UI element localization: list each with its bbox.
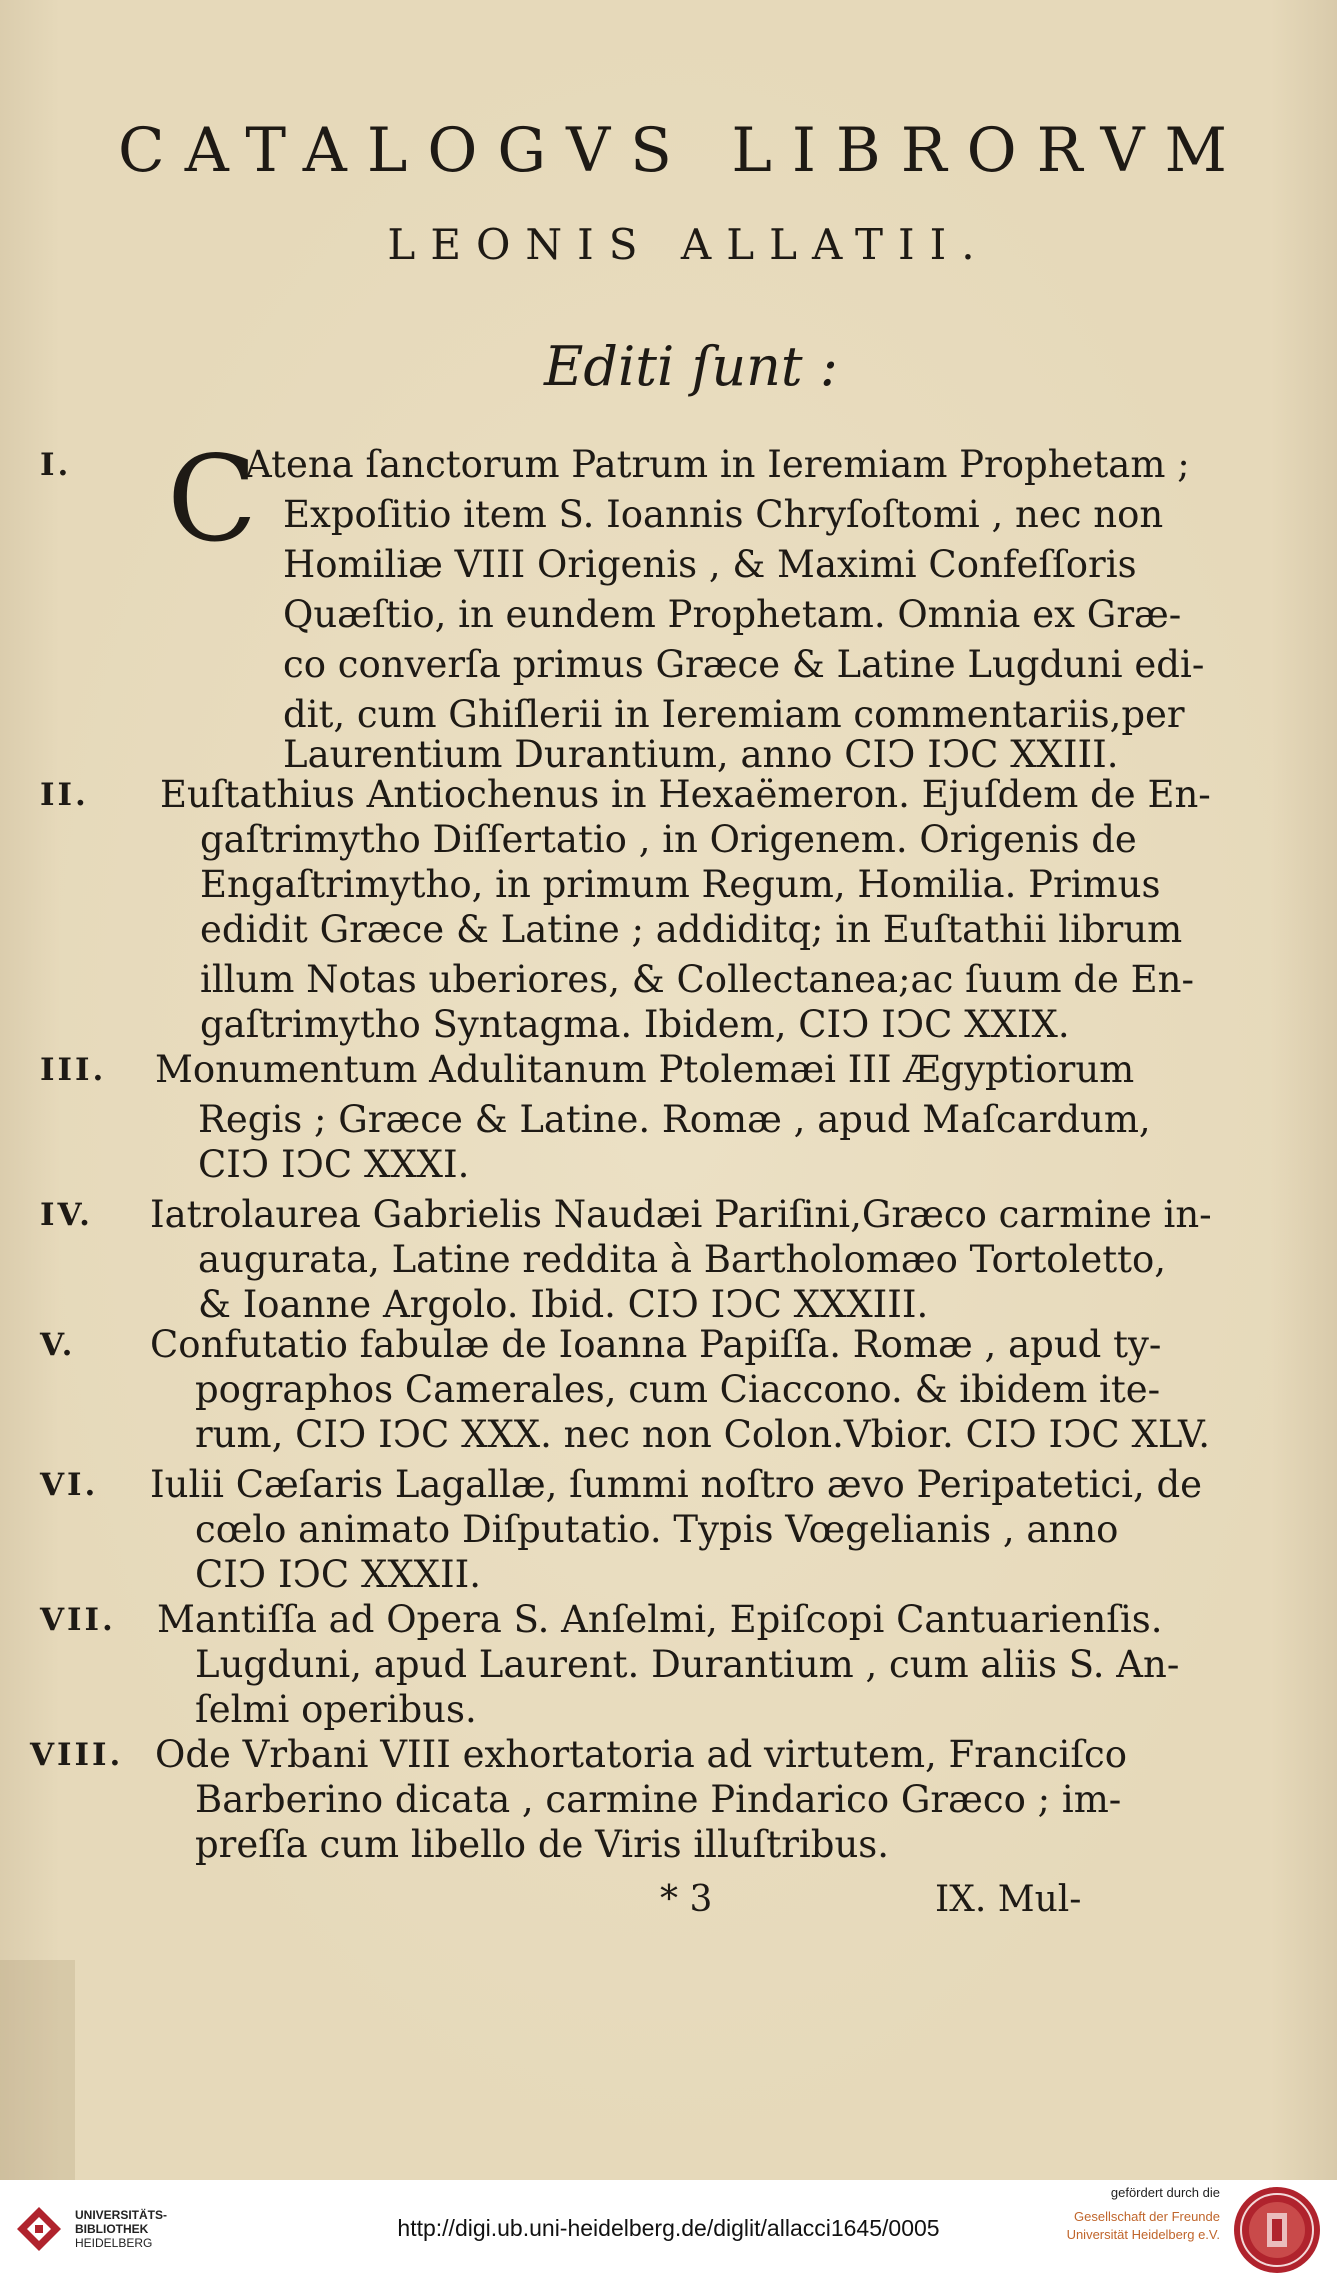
entry-line: Barberino dicata , carmine Pindarico Græco ; im- bbox=[195, 1778, 1122, 1821]
sponsor-lead: gefördert durch die bbox=[1110, 2185, 1220, 2200]
entry-number: V. bbox=[40, 1327, 76, 1363]
signature-mark: * 3 bbox=[660, 1879, 713, 1920]
entry-line: gaſtrimytho Syntagma. Ibidem, CIↃ IↃC XXIX. bbox=[200, 1003, 1070, 1046]
entry-line: co converſa primus Græce & Latine Lugduni edi- bbox=[283, 643, 1205, 686]
catalog-title: CATALOGVS LIBRORVM bbox=[118, 115, 1247, 186]
entry-number: VI. bbox=[40, 1467, 99, 1503]
entry-line: Expoſitio item S. Ioannis Chryſoſtomi , nec non bbox=[283, 493, 1164, 536]
author-name: LEONIS ALLATII. bbox=[387, 220, 990, 269]
entry-line: dit, cum Ghiſlerii in Ieremiam commentariis,per bbox=[283, 693, 1185, 736]
entry-line: Confutatio fabulæ de Ioanna Papiſſa. Romæ , apud ty- bbox=[150, 1323, 1162, 1366]
entry-line: Atena ſanctorum Patrum in Ieremiam Prophetam ; bbox=[245, 443, 1190, 486]
entry-line: Iatrolaurea Gabrielis Naudæi Pariſini,Græco carmine in- bbox=[150, 1193, 1212, 1236]
entry-number: I. bbox=[40, 447, 72, 483]
entry-number: II. bbox=[40, 777, 89, 813]
university-seal-icon bbox=[1232, 2185, 1322, 2275]
sponsor-org-line: Gesellschaft der Freunde bbox=[1074, 2209, 1220, 2224]
entry-line: edidit Græce & Latine ; addiditq; in Euſtathii librum bbox=[200, 908, 1183, 951]
entry-line: Ode Vrbani VIII exhortatoria ad virtutem, Franciſco bbox=[155, 1733, 1128, 1776]
entry-line: CIↃ IↃC XXXI. bbox=[198, 1143, 470, 1186]
entry-number: VIII. bbox=[30, 1737, 124, 1773]
entry-line: Iulii Cæſaris Lagallæ, ſummi noſtro ævo Peripatetici, de bbox=[150, 1463, 1203, 1506]
entry-line: preſſa cum libello de Viris illuſtribus. bbox=[195, 1823, 890, 1866]
entry-line: & Ioanne Argolo. Ibid. CIↃ IↃC XXXIII. bbox=[198, 1283, 929, 1326]
entry-number: IV. bbox=[40, 1197, 93, 1233]
entry-line: Laurentium Durantium, anno CIↃ IↃC XXIII. bbox=[283, 733, 1119, 776]
entry-line: augurata, Latine reddita à Bartholomæo Tortoletto, bbox=[198, 1238, 1167, 1281]
library-name: UNIVERSITÄTS- BIBLIOTHEK HEIDELBERG bbox=[75, 2208, 168, 2250]
entry-line: Regis ; Græce & Latine. Romæ , apud Maſcardum, bbox=[198, 1098, 1151, 1141]
permalink-url[interactable]: http://digi.ub.uni-heidelberg.de/diglit/allacci1645/0005 bbox=[397, 2215, 940, 2241]
sponsor-org-line: Universität Heidelberg e.V. bbox=[1066, 2227, 1220, 2242]
entry-line: Mantiſſa ad Opera S. Anſelmi, Epiſcopi Cantuarienſis. bbox=[157, 1598, 1163, 1641]
section-subtitle: Editi ſunt : bbox=[544, 335, 838, 398]
entry-line: cœlo animato Diſputatio. Typis Vœgelianis , anno bbox=[195, 1508, 1119, 1551]
entry-line: Euſtathius Antiochenus in Hexaëmeron. Ejuſdem de En- bbox=[160, 773, 1211, 816]
sponsor-credit bbox=[1040, 2184, 1220, 2244]
entry-line: ſelmi operibus. bbox=[195, 1688, 477, 1731]
entry-line: gaſtrimytho Diſſertatio , in Origenem. Origenis de bbox=[200, 818, 1137, 861]
entry-line: Lugduni, apud Laurent. Durantium , cum aliis S. An- bbox=[195, 1643, 1180, 1686]
entry-line: Homiliæ VIII Origenis , & Maximi Confeſſoris bbox=[283, 543, 1137, 586]
entry-line: rum, CIↃ IↃC XXX. nec non Colon.Vbior. CIↃ IↃC XLV. bbox=[195, 1413, 1211, 1456]
entry-line: pographos Camerales, cum Ciaccono. & ibidem ite- bbox=[195, 1368, 1161, 1411]
entry-line: illum Notas uberiores, & Collectanea;ac ſuum de En- bbox=[200, 958, 1194, 1001]
entry-line: CIↃ IↃC XXXII. bbox=[195, 1553, 482, 1596]
drop-cap-initial: C bbox=[167, 430, 258, 568]
entry-line: Quæſtio, in eundem Prophetam. Omnia ex Græ- bbox=[283, 593, 1182, 636]
catchword: IX. Mul- bbox=[935, 1879, 1082, 1920]
entry-number: VII. bbox=[40, 1602, 116, 1638]
entry-line: Monumentum Adulitanum Ptolemæi III Ægyptiorum bbox=[155, 1048, 1135, 1091]
entry-number: III. bbox=[40, 1052, 107, 1088]
entry-line: Engaſtrimytho, in primum Regum, Homilia. Primus bbox=[200, 863, 1161, 906]
